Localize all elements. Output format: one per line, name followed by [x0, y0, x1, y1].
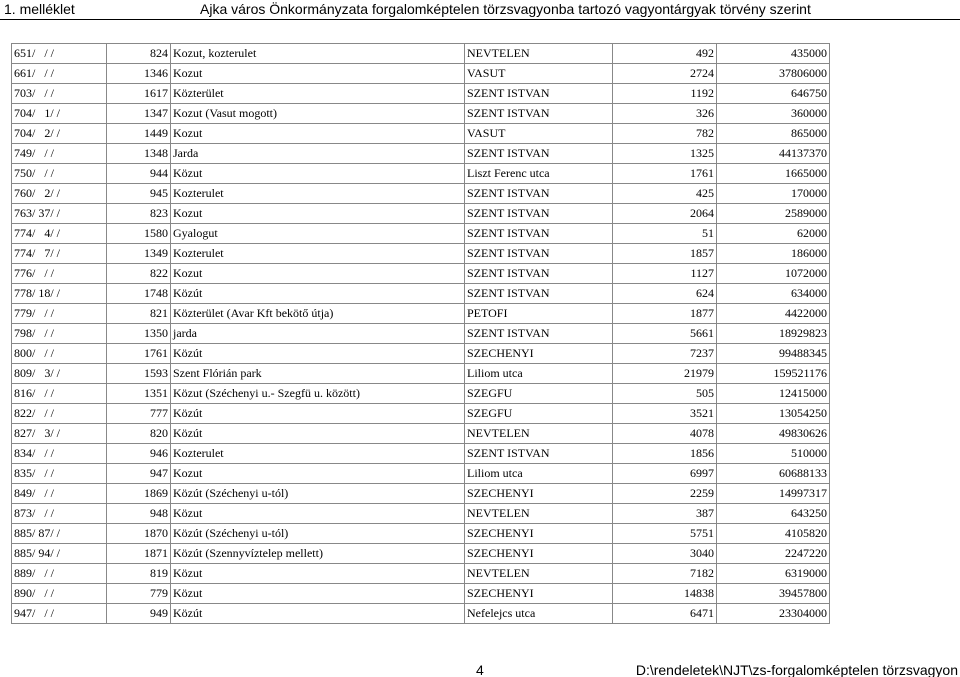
table-row [12, 404, 830, 424]
asset-id-cell: 777 [107, 404, 171, 424]
asset-id-cell: 1449 [107, 124, 171, 144]
value-cell: 18929823 [717, 324, 830, 344]
area-cell: 1325 [613, 144, 717, 164]
asset-id-cell: 1871 [107, 544, 171, 564]
parcel-number-cell: 816/ / / [12, 384, 107, 404]
asset-id-cell: 1347 [107, 104, 171, 124]
area-cell: 1761 [613, 164, 717, 184]
parcel-number-cell: 835/ / / [12, 464, 107, 484]
annex-label: 1. melléklet [4, 1, 75, 17]
table-row [12, 604, 830, 624]
asset-id-cell: 1346 [107, 64, 171, 84]
street-cell: NEVTELEN [465, 44, 613, 64]
asset-name-cell: Kozut [171, 124, 465, 144]
area-cell: 326 [613, 104, 717, 124]
street-cell: SZENT ISTVAN [465, 184, 613, 204]
asset-name-cell: Kozut [171, 464, 465, 484]
page-number: 4 [476, 662, 484, 677]
value-cell: 865000 [717, 124, 830, 144]
asset-name-cell: Közút [171, 424, 465, 444]
value-cell: 4105820 [717, 524, 830, 544]
area-cell: 6997 [613, 464, 717, 484]
table-row [12, 84, 830, 104]
asset-id-cell: 944 [107, 164, 171, 184]
table-row [12, 564, 830, 584]
asset-name-cell: Közut (Széchenyi u.- Szegfü u. között) [171, 384, 465, 404]
table-row [12, 64, 830, 84]
asset-id-cell: 824 [107, 44, 171, 64]
street-cell: SZENT ISTVAN [465, 84, 613, 104]
value-cell: 2589000 [717, 204, 830, 224]
street-cell: SZENT ISTVAN [465, 104, 613, 124]
asset-name-cell: Kozut [171, 264, 465, 284]
asset-name-cell: Kozut, kozterulet [171, 44, 465, 64]
asset-name-cell: Közút [171, 604, 465, 624]
table-row [12, 544, 830, 564]
table-row [12, 164, 830, 184]
area-cell: 6471 [613, 604, 717, 624]
parcel-number-cell: 776/ / / [12, 264, 107, 284]
asset-name-cell: Kozterulet [171, 444, 465, 464]
value-cell: 39457800 [717, 584, 830, 604]
area-cell: 1192 [613, 84, 717, 104]
value-cell: 13054250 [717, 404, 830, 424]
asset-id-cell: 822 [107, 264, 171, 284]
asset-name-cell: Közterület [171, 84, 465, 104]
asset-id-cell: 1348 [107, 144, 171, 164]
table-row [12, 124, 830, 144]
parcel-number-cell: 750/ / / [12, 164, 107, 184]
table-row [12, 384, 830, 404]
asset-name-cell: Gyalogut [171, 224, 465, 244]
value-cell: 435000 [717, 44, 830, 64]
asset-id-cell: 819 [107, 564, 171, 584]
parcel-number-cell: 834/ / / [12, 444, 107, 464]
asset-name-cell: Közterület (Avar Kft bekötő útja) [171, 304, 465, 324]
area-cell: 7182 [613, 564, 717, 584]
parcel-number-cell: 798/ / / [12, 324, 107, 344]
asset-id-cell: 945 [107, 184, 171, 204]
street-cell: SZECHENYI [465, 584, 613, 604]
area-cell: 624 [613, 284, 717, 304]
asset-id-cell: 1593 [107, 364, 171, 384]
area-cell: 425 [613, 184, 717, 204]
street-cell: Liliom utca [465, 364, 613, 384]
street-cell: SZEGFU [465, 384, 613, 404]
value-cell: 14997317 [717, 484, 830, 504]
table-row [12, 284, 830, 304]
asset-id-cell: 946 [107, 444, 171, 464]
value-cell: 1665000 [717, 164, 830, 184]
table-row [12, 444, 830, 464]
parcel-number-cell: 800/ / / [12, 344, 107, 364]
asset-name-cell: Kozterulet [171, 184, 465, 204]
table-row [12, 524, 830, 544]
asset-name-cell: Közút [171, 404, 465, 424]
table-row [12, 44, 830, 64]
parcel-number-cell: 822/ / / [12, 404, 107, 424]
street-cell: SZECHENYI [465, 484, 613, 504]
parcel-number-cell: 661/ / / [12, 64, 107, 84]
value-cell: 23304000 [717, 604, 830, 624]
parcel-number-cell: 849/ / / [12, 484, 107, 504]
value-cell: 360000 [717, 104, 830, 124]
asset-id-cell: 949 [107, 604, 171, 624]
table-row [12, 244, 830, 264]
table-row [12, 584, 830, 604]
table-row [12, 504, 830, 524]
parcel-number-cell: 778/ 18/ / [12, 284, 107, 304]
street-cell: PETOFI [465, 304, 613, 324]
street-cell: NEVTELEN [465, 504, 613, 524]
value-cell: 99488345 [717, 344, 830, 364]
street-cell: SZENT ISTVAN [465, 244, 613, 264]
asset-name-cell: Közut [171, 564, 465, 584]
value-cell: 44137370 [717, 144, 830, 164]
asset-id-cell: 1350 [107, 324, 171, 344]
area-cell: 782 [613, 124, 717, 144]
asset-id-cell: 1869 [107, 484, 171, 504]
street-cell: SZENT ISTVAN [465, 284, 613, 304]
asset-id-cell: 1580 [107, 224, 171, 244]
file-path: D:\rendeletek\NJT\zs-forgalomképtelen törzsvagyon [635, 662, 958, 677]
area-cell: 492 [613, 44, 717, 64]
area-cell: 3521 [613, 404, 717, 424]
street-cell: SZECHENYI [465, 544, 613, 564]
table-row [12, 464, 830, 484]
street-cell: SZENT ISTVAN [465, 264, 613, 284]
parcel-number-cell: 774/ 7/ / [12, 244, 107, 264]
street-cell: Liszt Ferenc utca [465, 164, 613, 184]
area-cell: 14838 [613, 584, 717, 604]
parcel-number-cell: 873/ / / [12, 504, 107, 524]
parcel-number-cell: 760/ 2/ / [12, 184, 107, 204]
value-cell: 62000 [717, 224, 830, 244]
table-row [12, 304, 830, 324]
table-row [12, 344, 830, 364]
table-row [12, 424, 830, 444]
asset-name-cell: jarda [171, 324, 465, 344]
asset-table-body [12, 44, 830, 624]
street-cell: NEVTELEN [465, 564, 613, 584]
asset-name-cell: Közút [171, 344, 465, 364]
parcel-number-cell: 703/ / / [12, 84, 107, 104]
street-cell: VASUT [465, 124, 613, 144]
asset-id-cell: 1351 [107, 384, 171, 404]
street-cell: Liliom utca [465, 464, 613, 484]
street-cell: SZENT ISTVAN [465, 204, 613, 224]
parcel-number-cell: 809/ 3/ / [12, 364, 107, 384]
value-cell: 510000 [717, 444, 830, 464]
area-cell: 1127 [613, 264, 717, 284]
area-cell: 5661 [613, 324, 717, 344]
street-cell: SZECHENYI [465, 344, 613, 364]
asset-name-cell: Közút [171, 284, 465, 304]
table-row [12, 184, 830, 204]
value-cell: 1072000 [717, 264, 830, 284]
parcel-number-cell: 763/ 37/ / [12, 204, 107, 224]
parcel-number-cell: 885/ 87/ / [12, 524, 107, 544]
asset-name-cell: Közút (Széchenyi u-tól) [171, 484, 465, 504]
parcel-number-cell: 651/ / / [12, 44, 107, 64]
asset-id-cell: 1761 [107, 344, 171, 364]
value-cell: 49830626 [717, 424, 830, 444]
parcel-number-cell: 704/ 1/ / [12, 104, 107, 124]
area-cell: 505 [613, 384, 717, 404]
area-cell: 51 [613, 224, 717, 244]
table-row [12, 204, 830, 224]
page-header [0, 0, 960, 22]
parcel-number-cell: 889/ / / [12, 564, 107, 584]
value-cell: 12415000 [717, 384, 830, 404]
asset-name-cell: Kozut [171, 64, 465, 84]
area-cell: 7237 [613, 344, 717, 364]
area-cell: 4078 [613, 424, 717, 444]
asset-id-cell: 779 [107, 584, 171, 604]
street-cell: SZECHENYI [465, 524, 613, 544]
area-cell: 1877 [613, 304, 717, 324]
value-cell: 4422000 [717, 304, 830, 324]
table-row [12, 324, 830, 344]
area-cell: 2724 [613, 64, 717, 84]
table-row [12, 264, 830, 284]
asset-id-cell: 821 [107, 304, 171, 324]
asset-name-cell: Közut [171, 164, 465, 184]
area-cell: 21979 [613, 364, 717, 384]
parcel-number-cell: 947/ / / [12, 604, 107, 624]
asset-id-cell: 1870 [107, 524, 171, 544]
asset-id-cell: 948 [107, 504, 171, 524]
asset-id-cell: 1349 [107, 244, 171, 264]
value-cell: 186000 [717, 244, 830, 264]
street-cell: SZEGFU [465, 404, 613, 424]
asset-id-cell: 823 [107, 204, 171, 224]
street-cell: SZENT ISTVAN [465, 224, 613, 244]
parcel-number-cell: 774/ 4/ / [12, 224, 107, 244]
value-cell: 646750 [717, 84, 830, 104]
street-cell: NEVTELEN [465, 424, 613, 444]
asset-name-cell: Szent Flórián park [171, 364, 465, 384]
asset-name-cell: Közút (Széchenyi u-tól) [171, 524, 465, 544]
street-cell: VASUT [465, 64, 613, 84]
parcel-number-cell: 704/ 2/ / [12, 124, 107, 144]
table-row [12, 144, 830, 164]
asset-table [11, 43, 830, 624]
area-cell: 2259 [613, 484, 717, 504]
value-cell: 643250 [717, 504, 830, 524]
asset-name-cell: Közút (Szennyvíztelep mellett) [171, 544, 465, 564]
header-rule [0, 19, 960, 20]
document-title: Ajka város Önkormányzata forgalomképtelen törzsvagyonba tartozó vagyontárgyak törvény szerint [200, 1, 811, 17]
asset-id-cell: 1617 [107, 84, 171, 104]
value-cell: 60688133 [717, 464, 830, 484]
asset-name-cell: Közut [171, 584, 465, 604]
parcel-number-cell: 885/ 94/ / [12, 544, 107, 564]
street-cell: SZENT ISTVAN [465, 444, 613, 464]
value-cell: 37806000 [717, 64, 830, 84]
table-row [12, 484, 830, 504]
parcel-number-cell: 827/ 3/ / [12, 424, 107, 444]
value-cell: 170000 [717, 184, 830, 204]
parcel-number-cell: 890/ / / [12, 584, 107, 604]
asset-name-cell: Kozterulet [171, 244, 465, 264]
parcel-number-cell: 749/ / / [12, 144, 107, 164]
asset-id-cell: 1748 [107, 284, 171, 304]
asset-name-cell: Kozut (Vasut mogott) [171, 104, 465, 124]
asset-name-cell: Közut [171, 504, 465, 524]
area-cell: 1857 [613, 244, 717, 264]
page-footer [0, 652, 960, 677]
parcel-number-cell: 779/ / / [12, 304, 107, 324]
street-cell: SZENT ISTVAN [465, 144, 613, 164]
table-row [12, 224, 830, 244]
area-cell: 3040 [613, 544, 717, 564]
street-cell: Nefelejcs utca [465, 604, 613, 624]
area-cell: 2064 [613, 204, 717, 224]
area-cell: 1856 [613, 444, 717, 464]
asset-name-cell: Jarda [171, 144, 465, 164]
value-cell: 634000 [717, 284, 830, 304]
table-row [12, 364, 830, 384]
asset-name-cell: Kozut [171, 204, 465, 224]
asset-id-cell: 947 [107, 464, 171, 484]
value-cell: 6319000 [717, 564, 830, 584]
asset-id-cell: 820 [107, 424, 171, 444]
value-cell: 2247220 [717, 544, 830, 564]
table-row [12, 104, 830, 124]
street-cell: SZENT ISTVAN [465, 324, 613, 344]
area-cell: 387 [613, 504, 717, 524]
area-cell: 5751 [613, 524, 717, 544]
value-cell: 159521176 [717, 364, 830, 384]
